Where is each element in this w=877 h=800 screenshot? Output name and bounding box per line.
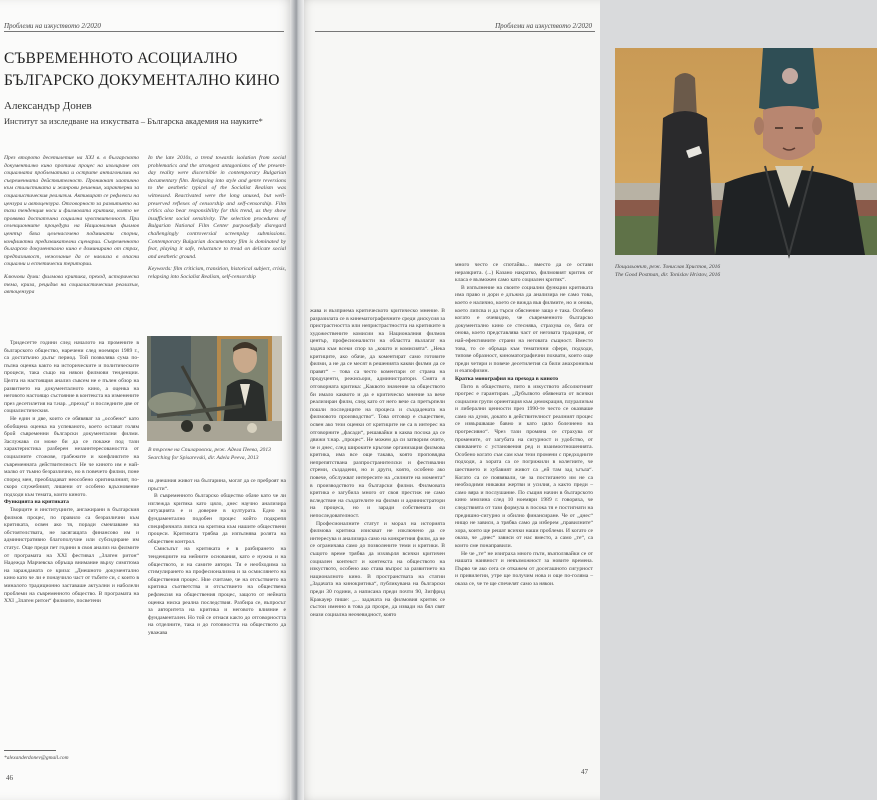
section-heading: Функцията на критиката: [4, 499, 69, 506]
page-number-left: 46: [6, 774, 13, 782]
abstract-en-text: In the late 2010s, a trend towards isolation from social problematics and the strongest antagonisms of the present-day reality were discernible in contemporary Bulgarian documentary film. Relapsing into style and genre reversions to the aesthetic typical of the Socialist Realism was witnessed. Reactivated were the long unused, but well-preserved reflexes of censorship and self-censorship. Film critics also bear responsibility for this trend, as they show insufficient social sensitivity. The selection procedures of Bulgarian National Film Center purposefully disregard challengingly controversial screenplay submissions. Contemporary Bulgarian documentary film is dominated by fear, playing it safe, reluctance to tread on delicate social and aesthetic ground.: [148, 155, 286, 260]
keywords-bg: Ключови думи: филмова критика, преход, историческа тема, криза, рецидив на социалистическия реализъм, автоцензура: [4, 273, 139, 296]
caption-bg: Пощальонът, реж. Тонислав Христов, 2016: [615, 264, 721, 270]
footnote-rule: [4, 750, 56, 751]
title-line-1: СЪВРЕМЕННОТО АСОЦИАЛНО: [4, 50, 238, 67]
author-affiliation: Институт за изследване на изкуствата – Българска академия на науките*: [4, 117, 263, 126]
abstract-bulgarian: [4, 155, 139, 315]
right-page: [295, 0, 721, 800]
film-still-good-postman: [615, 48, 877, 255]
paragraph: Творците и институциите, ангажирани в българския филмов процес, по правило са безразлични към критиката, освен ако тя, поради смекчаване на обстоятелствата, не засягащата финансово им и административно благополучие или субсидиране им статус. Още преди пет години в своя анализ на филмите от програмата на XXI фестивал „Златен ритон“ Надежда Марчевска обръща внимание върху симптома на заражданата се криза: „Днешното документално кино като че ли е понаучило част от тъбите си, с които в миналото традиционно заставаше актуални и наболели проблеми на съвременното общество. В програмата на XXI „Златен ритон“ филмите, посветени: [4, 507, 139, 605]
paragraph: жава и възприема критическото критическо мнение. В разразилата се в кинематографичните среди дискусия за пристрастността или непристрастността на критиките в художествените комисии на Националния филмов център, професионалисти на областта възлагат на задача към всеки спор за „кошто и комисията“. „Нека критиците, ако обаче, да коментират само готовите филми, а не да се месят в решенията какви филми да се правят“ – това са често коментари от страна на продуценти, режисьори, администратори. Смята я отговорната критика: „Каквото значение за обществото би имало каквото и да е критическо мнение за вече реализиран филм, след като от него вече са претърпели пошли последиците на процеса и създадената на филмовото производство“. Това отговор е съществен, освен ако тези оценки от критиците не са в интерес на отговорните „фасади“, решавайки в каква посока да се движи т.нар. „процес“. Не можем да си затворим очите, че и днес, след широките кръгове организация филмова критика, има все още такава, която проповядва непрепятствана разпространителски и фестивални стреми, създадени, но и други, която, особено ако повече, обслужват интересите на „силните на момента“ в производството на български филми. Филмовата критика е загубила много от своя престиж не само вследствие на създателите на филми и администратори на процеса, но и заради собствената си непоследователност.: [310, 308, 445, 520]
title-line-2: БЪЛГАРСКО ДОКУМЕНТАЛНО КИНО: [4, 72, 280, 89]
caption-en: Searching for Spisarevski, dir. Adela Peeva, 2013: [148, 455, 259, 461]
header-rule: [315, 31, 595, 32]
body-column-1: [4, 340, 139, 750]
section-heading: Кратка монография на прехода в киното: [455, 375, 559, 382]
paragraph: много често се спотайва... вместо да се остави неразкрита. (...) Казано накратко, филмовият критик от класа е възможен само като социален критик“.: [455, 262, 593, 284]
paragraph: В съвременното българско общество обаче като че ли изглежда критика като цяло, днес научно анализира ситуацията е и доверие в културата. Едно на фундаментално подобен процес който подкрепя специфичната липса на критика към нашите обществени процеси. Критиката трябва да изпълнява ролята на обществен контрол.: [148, 493, 286, 545]
running-head-right: Проблеми на изкуството 2/2020: [495, 22, 592, 30]
paragraph: Професионалните статут и морал на историята филмова критика изискват не изключено да се интересува и анализира само на конкретния филм, да не се ограничава само до позволените теми и критики. В същото време трябва да изхвърля всички критичен социален контекст и контекста на обществото на изкуството, особено ако става въпрос за развитието на националното кино. В пространствата на статии „Задачата на кинокритика“, публикувана на български преди 30 години, а написана преди почти 90, Зигфрид Кракауер пише: „... задачата на филмовия критик се състои именно в това да прозре, да извади на бял свят онази социална неочевидност, която: [310, 520, 445, 618]
author-name: Александър Донев: [4, 100, 92, 112]
caption-bg: В търсене на Спиларовски, реж. Аделa Пеева, 2013: [148, 447, 271, 453]
paragraph: на днешния живот на българина, могат да се преброят на пръсти“.: [148, 478, 286, 492]
abstract-english: [148, 155, 286, 315]
running-head-left: Проблеми на изкуството 2/2020: [4, 22, 101, 30]
body-column-3: [310, 308, 445, 748]
caption-en: The Good Postman, dir. Tonislav Hristov, 2016: [615, 272, 721, 278]
paragraph: В изпълнение на своите социални функции критиката има право и дори е длъжна да анализира не само това, което е налично, което се вижда във филмите, но и онова, което липсва и да търси обяснение защо е така. Особено когато е очевидно, че съвременното българско документално кино се стеснява, страхува се, бяга от онова, което представлява част от неговата традиция, от най-ефективните страни на неговата същност. Вместо това, то се обръща към тематични сфери, подходи, типове образност, киноматографични похвати, които още преди четири и повече десетилетия са били анахронизъм и ехапофизин.: [455, 284, 593, 375]
left-page: [0, 0, 295, 800]
figure-caption-left: [148, 446, 288, 462]
body-column-4: [455, 262, 593, 752]
page-number-right: 47: [581, 768, 588, 776]
header-rule: [4, 31, 284, 32]
portrait-photo-image: [147, 336, 282, 441]
article-title: [4, 48, 280, 92]
paragraph: Тридесетте години след началото на промените в българското общество, наречени след ноември 1989 г., са достатъчно дълъг период. Той позволява сума по-пълна оценка както на историческите и политическите процеси, така също на някои филмови тенденции. Целта на настоящия анализ съвсем не е пълен обзор на развитието на документалното кино, а оценка на неговото настоящо състояние в контекста на изменените през десетилетия на т.нар. „преход“ и последните две от социалистическия.: [4, 340, 139, 415]
book-gutter: [290, 0, 304, 800]
figure-caption-right: [615, 263, 745, 279]
footnote-email: *alexanderdonev@gmail.com: [4, 755, 69, 761]
film-still-spisarevski: [147, 336, 282, 441]
abstract-bg-text: През второто десетилетие на XXI в. в българското документално кино протича процес на изолиране от социалната проблематика и острите антагонизми на съвременната действителност. Проникнат хаотично към стилистиката и жанрови решения, характерни за социалистическия реализъм. Активират се рефлекси на цензура и автоцензура. Отговорност за развитието на тази тенденция носи и филмовата критика, която не проявява достатъчна социална чувствителност. При селекционните процедури на Националния филмов център бяха целенасочено подминати спорни, конфликтни предизвикателни сценарии. Съвременното българско документално кино е доминирано от страх, предпазливост, нежелание да се навлиза в опасни социални и естетически територии.: [4, 155, 139, 268]
keywords-en: Keywords: film criticism, transition, historical subject, crisis, relapsing into Socialist Realism, self-censorship: [148, 266, 286, 280]
body-column-2: [148, 478, 286, 743]
paragraph: Пито в обществото, пито в изкуството абсолютният прогрес е гарантиран. „Дубълвото обявената от всички социални групи ориентация към демокрация, плурализъм и либерални ценности през 1990-те често се оказваше само на думи, докато в действителност реалният процес се извършваше бавно и като цяло болезнено на прогресивно“. Чрез тази промяна се страхува от промените, от загубата на сигурност и удобство, от свикването с установения ред и взаимоотношенията. Особено когато съм сам към тези промени с предходните подходи, а хората са се погрижили в колегиите, че шествието и хубавият живот са „ей там зад ъгъла“. Когато са се появявали, че за постигането им не са необходими никакви жертви и усилия, а както преди – само вяра и послушание. По същия начин в българското кино мнозина след 10 ноември 1989 г. говоряха, че следствията от тази формула в посока тя е постигнати на предишно-сигурно и обилно финансиране. Че от „днес“ нищо не зависи, а трябва само да изберем „правилните“ хора, които ще решат всички наши проблеми. И когато се оказа, че „днес“ зависи от нас вместо, а само „те“, са които сме понаправили.: [455, 383, 594, 549]
paragraph: Смисълът на критиката е в разбирането на тенденциите на нейните основания, като е нужна и на обществото, и на самите автори. Тя е необходима за стимулирането на професионализма и за осмислянето на обществения процес. Ние считаме, че на отсъствието на критика съответства и отсъствието на обществена рефлексия на обществения процес, защото от нейната оценка ниска реална последствия. Разбира се, въпросът за авторитета на критика и неговото влияние е фундаментален. Но той се отнася както до отговорността на отделните, така и до готовността на обществото да уважава: [148, 546, 286, 636]
postman-photo-image: [615, 48, 877, 255]
paragraph: Не един и две, които се обявяват за „особено“ като обобщена оценка на успеваното, което остават голям брой съвременни български документални филми. Заслужава си може би да се покаже под тази характеристика разберен незаинтересоваността от социалните стожове, грабежите и конфликтите на съвременната действителност. Не че киното им е най-малко от тъмно безразлично, но в повечето филми, поне според мен, преобладават неособено оригиналният, по-скоро служебният, лишени от особено вдъхновение подходи към темата, които киното.: [4, 415, 139, 498]
paragraph: Не че „те“ не изиграха много пъти, възползвайки се от нашата наивност и невъзможност за новите времена. Първо че ако сега се откажем от досегашното сигурност и привилегии, утре ще получим нова и още по-голяма – оказа се, че те ще спечелят само за някои.: [455, 550, 593, 587]
